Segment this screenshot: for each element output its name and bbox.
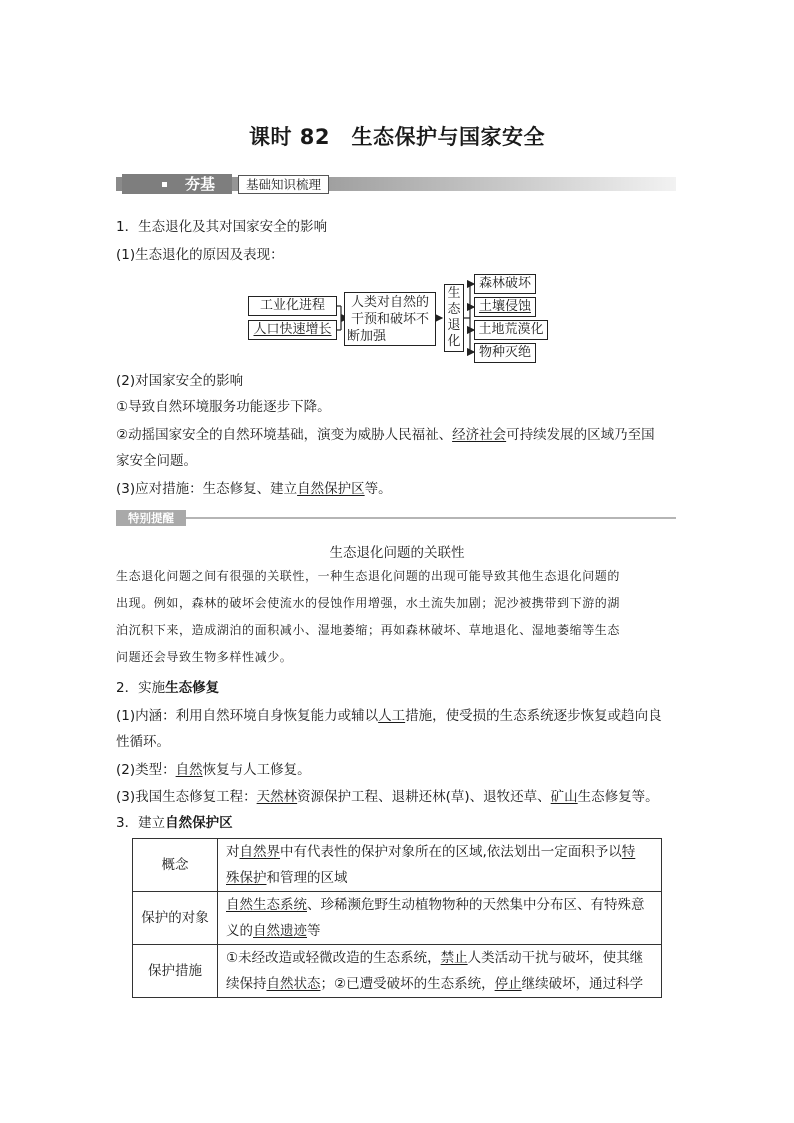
effect-forest: 森林破坏 <box>474 274 536 294</box>
cause-population <box>248 320 337 340</box>
measures-underline: 自然保护区 <box>297 481 365 497</box>
row-content-concept: 对自然界中有代表性的保护对象所在的区域,依法划出一定面积予以特 殊保护和管理的区域 <box>218 839 662 892</box>
restoration-types-text: (2)类型： <box>116 762 176 778</box>
restoration-def-text: (1)内涵：利用自然环境自身恢复能力或辅以 <box>116 708 379 724</box>
tip-divider <box>186 517 676 519</box>
section-3-heading-bold: 自然保护区 <box>165 815 233 831</box>
row-label-measures: 保护措施 <box>133 945 218 998</box>
impact-item-2-cont: 家安全问题。 <box>116 453 197 469</box>
impact-item-2-text: ②动摇国家安全的自然环境基础，演变为威胁人民福祉、 <box>116 427 453 443</box>
restoration-def-underline: 人工 <box>378 708 406 724</box>
effect-soil-label: 土壤侵蚀 <box>478 299 531 314</box>
restoration-def <box>116 703 680 729</box>
center-char-2: 态 <box>447 302 461 317</box>
middle-line-2: 干预和破坏不 <box>350 312 429 327</box>
table-row <box>133 945 662 998</box>
cause-population-label: 人口快速增长 <box>253 322 332 337</box>
section-2-heading: 2．实施生态修复 <box>116 680 220 696</box>
middle-line-3: 断加强 <box>347 329 387 344</box>
row-content-objects: 自然生态系统、珍稀濒危野生动植物物种的天然集中分布区、有特殊意 义的自然遗迹等 <box>218 892 662 945</box>
projects-underline-2: 矿山 <box>550 789 578 805</box>
tip-line-1: 生态退化问题之间有很强的关联性，一种生态退化问题的出现可能导致其他生态退化问题的 <box>116 569 621 583</box>
effect-desertification: 土地荒漠化 <box>474 320 548 340</box>
restoration-types-underline: 自然 <box>175 762 203 778</box>
measures-text-end: 等。 <box>364 481 392 497</box>
section-1-para-3 <box>116 476 680 502</box>
center-char-4: 化 <box>447 334 461 349</box>
cause-industrialization: 工业化进程 <box>248 296 337 316</box>
square-bullet-icon <box>162 182 167 187</box>
section-1-para-2: (2)对国家安全的影响 <box>116 373 244 389</box>
section-3-heading: 3．建立自然保护区 <box>116 815 233 831</box>
projects-underline-1: 天然林 <box>256 789 298 805</box>
projects-text-c: 生态修复等。 <box>577 789 659 805</box>
banner-subtitle: 基础知识梳理 <box>238 175 329 194</box>
banner-tag-label: 夯基 <box>185 175 216 193</box>
table-row <box>133 892 662 945</box>
section-1-heading: 1．生态退化及其对国家安全的影响 <box>116 219 328 235</box>
middle-line-1: 人类对自然的 <box>350 295 429 310</box>
effect-soil <box>474 297 536 317</box>
restoration-types <box>116 757 680 783</box>
measures-text: (3)应对措施：生态修复、建立 <box>116 481 298 497</box>
tip-tag: 特别提醒 <box>116 510 186 526</box>
degradation-box <box>444 284 464 352</box>
row-label-concept: 概念 <box>133 839 218 892</box>
projects-text-b: 资源保护工程、退耕还林(草)、退牧还草、 <box>297 789 551 805</box>
tip-body <box>116 563 680 671</box>
tip-line-4: 问题还会导致生物多样性减少。 <box>116 650 293 664</box>
impact-item-1: ①导致自然环境服务功能逐步下降。 <box>116 399 331 415</box>
human-interference-box <box>344 292 436 346</box>
projects-text: (3)我国生态修复工程： <box>116 789 257 805</box>
banner-tag <box>122 174 232 194</box>
restoration-def-cont: 性循环。 <box>116 734 170 750</box>
tip-line-2: 出现。例如，森林的破坏会使流水的侵蚀作用增强，水土流失加剧；泥沙被携带到下游的湖 <box>116 596 621 610</box>
restoration-types-text-b: 恢复与人工修复。 <box>202 762 311 778</box>
effect-species: 物种灭绝 <box>474 343 536 363</box>
row-content-measures: ①未经改造或轻微改造的生态系统，禁止人类活动干扰与破坏，使其继 续保持自然状态；②已遭受破坏的生态系统，停止继续破坏，通过科学 <box>218 945 662 998</box>
restoration-def-text-b: 措施，使受损的生态系统逐步恢复或趋向良 <box>405 708 662 724</box>
degradation-diagram <box>240 272 560 368</box>
row-label-objects: 保护的对象 <box>133 892 218 945</box>
impact-item-2 <box>116 422 680 448</box>
center-char-3: 退 <box>447 318 461 333</box>
section-1-para-1: (1)生态退化的原因及表现： <box>116 247 284 263</box>
section-2-heading-bold: 生态修复 <box>165 680 220 696</box>
section-banner <box>116 174 676 194</box>
table-row <box>133 839 662 892</box>
tip-bar <box>116 510 676 526</box>
center-char-1: 生 <box>447 286 461 301</box>
tip-title: 生态退化问题的关联性 <box>329 545 465 561</box>
impact-item-2-text-b: 可持续发展的区域乃至国 <box>506 427 655 443</box>
tip-line-3: 泊沉积下来，造成湖泊的面积减小、湿地萎缩；再如森林破坏、草地退化、湿地萎缩等生态 <box>116 623 621 637</box>
page-title: 课时 82 生态保护与国家安全 <box>248 125 546 149</box>
restoration-projects <box>116 784 680 810</box>
impact-item-2-underline: 经济社会 <box>452 427 507 443</box>
reserve-table <box>132 838 662 998</box>
